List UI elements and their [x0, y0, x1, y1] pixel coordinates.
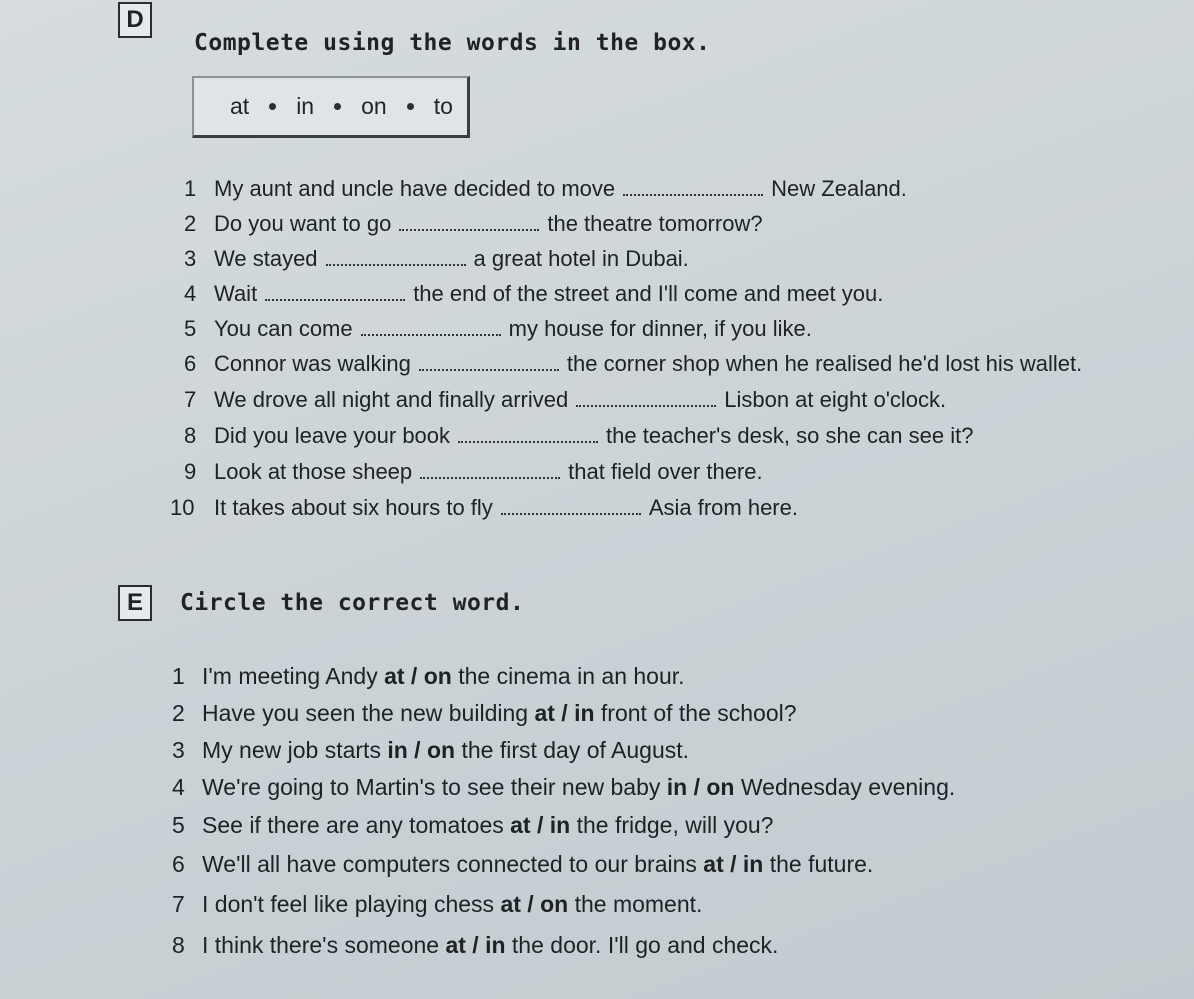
exercise-e-item [172, 774, 955, 801]
item-text-before: We stayed [214, 246, 318, 271]
exercise-e-item [172, 851, 873, 878]
item-text-before: We'll all have computers connected to our brains [202, 851, 697, 877]
item-number: 5 [172, 812, 185, 838]
item-text-before: I don't feel like playing chess [202, 891, 495, 917]
exercise-d-item [184, 423, 973, 449]
word-box-word: in [296, 93, 315, 119]
answer-blank[interactable] [501, 512, 641, 515]
item-text-after: the theatre tomorrow? [547, 211, 763, 236]
word-choice[interactable]: at / in [703, 851, 764, 877]
item-number: 8 [172, 932, 185, 958]
item-text-after: that field over there. [568, 459, 763, 484]
item-number: 7 [172, 891, 185, 917]
bullet-icon [334, 103, 341, 110]
answer-blank[interactable] [326, 263, 466, 266]
word-choice[interactable]: in / on [666, 774, 735, 800]
item-number: 1 [184, 176, 197, 201]
exercise-d-item [184, 246, 689, 272]
bullet-icon [407, 103, 414, 110]
item-text-before: You can come [214, 316, 353, 341]
item-number: 1 [172, 663, 185, 689]
word-box-word: at [230, 93, 250, 119]
item-number: 9 [184, 459, 197, 484]
item-text-after: a great hotel in Dubai. [473, 246, 689, 271]
word-choice[interactable]: at / in [534, 700, 595, 726]
item-number: 4 [184, 281, 197, 306]
answer-blank[interactable] [623, 193, 763, 196]
item-number: 3 [172, 737, 185, 763]
answer-blank[interactable] [576, 404, 716, 407]
word-box [192, 76, 470, 138]
exercise-e-item [172, 737, 689, 764]
exercise-d-item [184, 176, 907, 202]
section-e-letter: E [118, 585, 152, 621]
exercise-e-item [172, 812, 773, 839]
item-number: 6 [184, 351, 197, 376]
word-choice[interactable]: in / on [387, 737, 456, 763]
exercise-e-item [172, 891, 702, 918]
answer-blank[interactable] [265, 298, 405, 301]
item-text-after: the moment. [574, 891, 703, 917]
item-text-after: front of the school? [600, 700, 797, 726]
item-text-after: the fridge, will you? [576, 812, 774, 838]
word-choice[interactable]: at / in [510, 812, 571, 838]
item-text-after: the end of the street and I'll come and meet you. [413, 281, 884, 306]
exercise-d-item [184, 211, 763, 237]
answer-blank[interactable] [419, 368, 559, 371]
item-text-before: Have you seen the new building [202, 700, 529, 726]
item-number: 10 [170, 495, 195, 520]
item-text-after: the cinema in an hour. [458, 663, 685, 689]
exercise-d-item [170, 495, 798, 521]
word-choice[interactable]: at / in [445, 932, 506, 958]
item-text-after: the future. [769, 851, 874, 877]
exercise-e-item [172, 663, 685, 690]
section-d-letter: D [118, 2, 152, 38]
section-d-title: Complete using the words in the box. [194, 30, 711, 56]
item-number: 2 [184, 211, 197, 236]
exercise-d-item [184, 281, 883, 307]
item-text-after: the first day of August. [461, 737, 690, 763]
exercise-d-item [184, 387, 946, 413]
word-box-word: to [433, 93, 453, 119]
item-number: 4 [172, 774, 185, 800]
answer-blank[interactable] [420, 476, 560, 479]
item-text-after: Lisbon at eight o'clock. [724, 387, 947, 412]
item-text-before: See if there are any tomatoes [202, 812, 504, 838]
word-choice[interactable]: at / on [500, 891, 569, 917]
item-text-after: the teacher's desk, so she can see it? [606, 423, 974, 448]
item-text-before: I think there's someone [202, 932, 440, 958]
exercise-d-item [184, 316, 812, 342]
item-text-before: Look at those sheep [214, 459, 413, 484]
item-text-before: Did you leave your book [214, 423, 451, 448]
item-text-before: Connor was walking [214, 351, 411, 376]
item-text-after: the corner shop when he realised he'd lost his wallet. [566, 351, 1083, 376]
bullet-icon [269, 103, 276, 110]
exercise-d-item [184, 459, 763, 485]
item-number: 8 [184, 423, 197, 448]
item-number: 3 [184, 246, 197, 271]
item-text-before: Wait [214, 281, 258, 306]
answer-blank[interactable] [361, 333, 501, 336]
item-number: 5 [184, 316, 197, 341]
exercise-e-item [172, 700, 797, 727]
item-text-before: My new job starts [202, 737, 381, 763]
exercise-e-item [172, 932, 778, 959]
item-text-before: We drove all night and finally arrived [214, 387, 569, 412]
item-number: 6 [172, 851, 185, 877]
item-number: 7 [184, 387, 197, 412]
item-text-before: Do you want to go [214, 211, 392, 236]
item-text-after: my house for dinner, if you like. [508, 316, 812, 341]
item-text-before: We're going to Martin's to see their new baby [202, 774, 661, 800]
word-choice[interactable]: at / on [384, 663, 452, 689]
item-number: 2 [172, 700, 185, 726]
item-text-after: New Zealand. [771, 176, 907, 201]
answer-blank[interactable] [458, 440, 598, 443]
item-text-after: the door. I'll go and check. [511, 932, 779, 958]
item-text-before: I'm meeting Andy [202, 663, 378, 689]
answer-blank[interactable] [399, 228, 539, 231]
item-text-after: Asia from here. [648, 495, 798, 520]
item-text-after: Wednesday evening. [740, 774, 956, 800]
item-text-before: It takes about six hours to fly [214, 495, 493, 520]
item-text-before: My aunt and uncle have decided to move [214, 176, 616, 201]
section-e-title: Circle the correct word. [180, 590, 525, 616]
exercise-d-item [184, 351, 1082, 377]
word-box-word: on [361, 93, 387, 119]
